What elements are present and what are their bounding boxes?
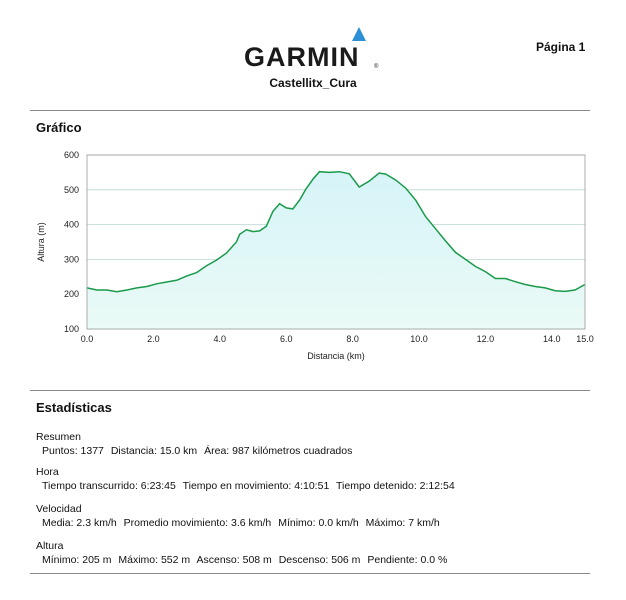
stat-grade: Pendiente: 0.0 % [367,554,448,566]
page-number: Página 1 [536,40,586,54]
y-tick-label: 100 [63,324,79,334]
stat-moving-time: Tiempo en movimiento: 4:10:51 [182,480,330,492]
x-tick-label: 4.0 [213,334,227,344]
x-tick-label: 15.0 [576,334,594,344]
stat-ascent: Ascenso: 508 m [196,554,272,566]
stats-time-heading: Hora [36,466,59,478]
document-title: Castellitx_Cura [269,76,357,90]
y-tick-label: 300 [63,254,79,265]
logo-text: GARMIN [244,42,360,72]
stat-area: Área: 987 kilómetros cuadrados [204,445,353,457]
stat-max-speed: Máximo: 7 km/h [365,517,440,529]
stat-max-altitude: Máximo: 552 m [118,554,191,566]
elevation-area [87,172,585,329]
y-tick-label: 400 [63,219,79,230]
x-tick-label: 6.0 [279,334,293,344]
header-divider [30,110,590,111]
stats-time [36,465,459,493]
elevation-chart [30,145,600,375]
x-tick-label: 10.0 [410,334,428,344]
x-axis-title: Distancia (km) [307,351,365,361]
x-tick-label: 14.0 [543,334,561,344]
x-tick-label: 2.0 [147,334,160,344]
stats-summary-heading: Resumen [36,431,81,443]
y-tick-label: 600 [63,150,79,160]
stats-summary [36,430,356,458]
y-tick-label: 200 [63,289,79,300]
stat-moving-avg-speed: Promedio movimiento: 3.6 km/h [123,517,272,529]
footer-divider [30,573,590,574]
stat-descent: Descenso: 506 m [278,554,361,566]
x-tick-label: 12.0 [476,334,495,344]
stat-distance: Distancia: 15.0 km [110,445,198,457]
stats-speed-heading: Velocidad [36,503,82,515]
stats-altitude-heading: Altura [36,540,64,552]
stats-speed [36,502,444,530]
stats-summary-line [36,444,356,458]
chart-section-title: Gráfico [36,120,82,135]
y-axis-title: Altura (m) [36,222,46,262]
stats-speed-line [36,516,444,530]
garmin-logo [232,22,392,72]
stats-altitude [36,539,451,567]
logo-registered-mark: ® [374,64,379,70]
chart-divider [30,390,590,391]
stats-section-title: Estadísticas [36,400,112,415]
stats-time-line [36,479,459,493]
stat-points: Puntos: 1377 [42,445,104,457]
stat-stopped-time: Tiempo detenido: 2:12:54 [336,480,455,492]
stat-avg-speed: Media: 2.3 km/h [42,517,117,529]
stat-min-speed: Mínimo: 0.0 km/h [278,517,359,529]
x-tick-label: 8.0 [346,334,359,344]
logo-triangle-icon [351,26,367,42]
stat-elapsed-time: Tiempo transcurrido: 6:23:45 [42,480,176,492]
y-tick-label: 500 [63,184,79,195]
stats-altitude-line [36,553,451,567]
x-tick-label: 0.0 [80,334,94,344]
stat-min-altitude: Mínimo: 205 m [42,554,112,566]
